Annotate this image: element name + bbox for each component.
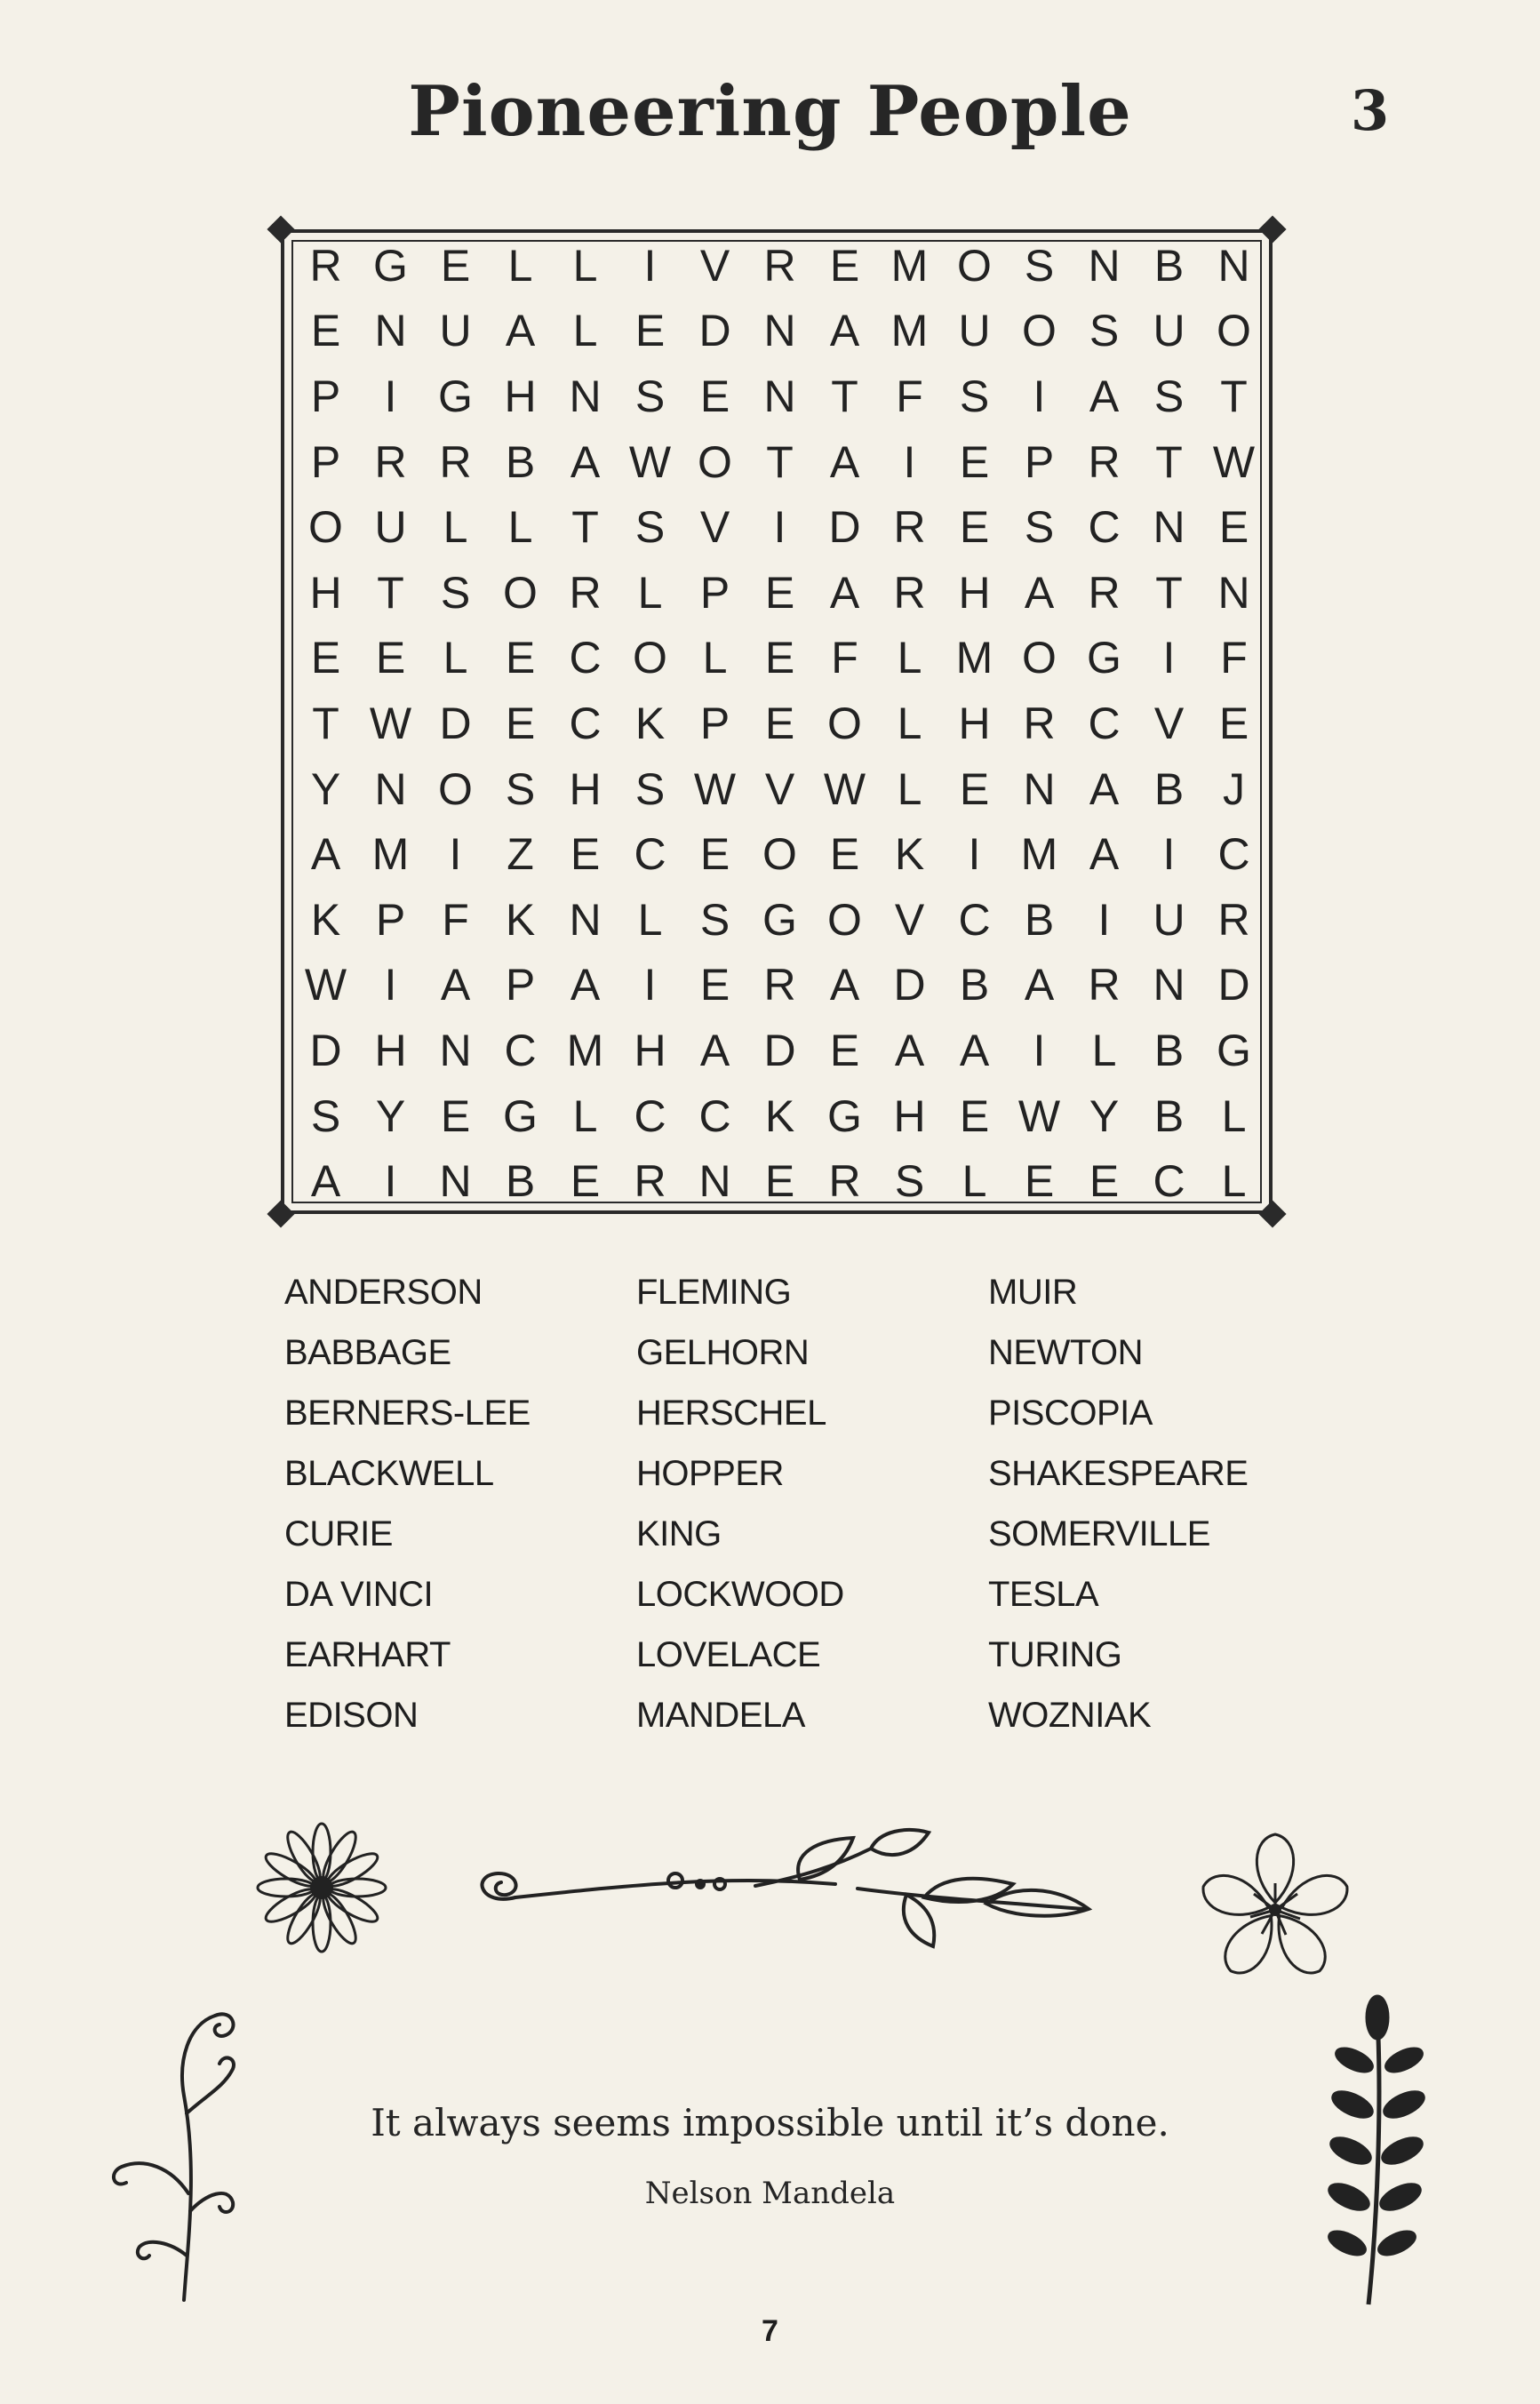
- grid-letter[interactable]: I: [1033, 1025, 1046, 1075]
- grid-letter[interactable]: E: [570, 829, 601, 880]
- grid-letter[interactable]: L: [507, 240, 533, 291]
- grid-letter[interactable]: A: [1089, 371, 1120, 421]
- grid-letter[interactable]: Y: [310, 763, 341, 814]
- grid-letter[interactable]: W: [304, 960, 347, 1010]
- grid-letter[interactable]: V: [699, 240, 730, 291]
- grid-letter[interactable]: J: [1223, 763, 1245, 814]
- grid-letter[interactable]: F: [831, 633, 858, 683]
- grid-letter[interactable]: H: [504, 371, 537, 421]
- word-list-item: TESLA: [988, 1575, 1099, 1614]
- grid-letter[interactable]: S: [440, 567, 471, 618]
- grid-letter[interactable]: S: [699, 894, 730, 945]
- grid-letter[interactable]: I: [1033, 371, 1046, 421]
- grid-letter[interactable]: O: [438, 763, 473, 814]
- grid-letter[interactable]: L: [1221, 1156, 1247, 1207]
- grid-letter[interactable]: S: [959, 371, 990, 421]
- grid-letter[interactable]: V: [764, 763, 795, 814]
- grid-letter[interactable]: M: [1020, 829, 1058, 880]
- grid-letter[interactable]: R: [309, 240, 342, 291]
- word-list-item: CURIE: [284, 1514, 393, 1553]
- grid-letter[interactable]: N: [374, 763, 407, 814]
- grid-letter[interactable]: R: [763, 240, 796, 291]
- vine-flourish-icon: [462, 1822, 1093, 1955]
- grid-letter[interactable]: M: [890, 306, 929, 356]
- grid-letter[interactable]: C: [1153, 1156, 1185, 1207]
- grid-letter[interactable]: U: [374, 502, 407, 553]
- grid-letter[interactable]: T: [1220, 371, 1248, 421]
- grid-letter[interactable]: E: [440, 1090, 471, 1141]
- word-list-item: EARHART: [284, 1635, 451, 1674]
- grid-letter[interactable]: A: [829, 567, 860, 618]
- word-list-item: NEWTON: [988, 1333, 1144, 1372]
- grid-letter[interactable]: O: [308, 502, 343, 553]
- grid-letter[interactable]: I: [1162, 633, 1176, 683]
- grid-letter[interactable]: R: [374, 436, 407, 487]
- grid-letter[interactable]: N: [569, 894, 602, 945]
- grid-letter[interactable]: S: [894, 1156, 925, 1207]
- grid-letter[interactable]: N: [569, 371, 602, 421]
- grid-letter[interactable]: L: [572, 240, 598, 291]
- grid-letter[interactable]: M: [890, 240, 929, 291]
- grid-letter[interactable]: C: [1088, 502, 1121, 553]
- word-list-item: EDISON: [284, 1696, 419, 1735]
- grid-letter[interactable]: L: [897, 633, 922, 683]
- page-number: 7: [762, 2314, 778, 2348]
- grid-letter[interactable]: L: [572, 306, 598, 356]
- grid-letter[interactable]: A: [829, 306, 860, 356]
- grid-letter[interactable]: L: [702, 633, 728, 683]
- puzzle-number: 3: [1351, 78, 1390, 143]
- grid-letter[interactable]: A: [310, 829, 341, 880]
- grid-letter[interactable]: P: [1024, 436, 1055, 487]
- grid-letter[interactable]: G: [438, 371, 473, 421]
- grid-letter[interactable]: N: [1153, 502, 1185, 553]
- word-list-item: PISCOPIA: [988, 1394, 1153, 1433]
- grid-letter[interactable]: L: [1221, 1090, 1247, 1141]
- grid-letter[interactable]: G: [827, 1090, 862, 1141]
- grid-letter[interactable]: A: [1089, 763, 1120, 814]
- word-list-item: SHAKESPEARE: [988, 1454, 1249, 1493]
- grid-letter[interactable]: M: [955, 633, 993, 683]
- grid-letter[interactable]: H: [634, 1025, 666, 1075]
- grid-letter[interactable]: R: [763, 960, 796, 1010]
- grid-letter[interactable]: E: [699, 960, 730, 1010]
- grid-letter[interactable]: L: [507, 502, 533, 553]
- grid-letter[interactable]: R: [569, 567, 602, 618]
- word-list: [284, 1262, 1340, 1745]
- grid-letter[interactable]: P: [375, 894, 406, 945]
- grid-letter[interactable]: A: [959, 1025, 990, 1075]
- grid-letter[interactable]: O: [698, 436, 732, 487]
- grid-letter[interactable]: A: [570, 960, 601, 1010]
- grid-letter[interactable]: E: [634, 306, 666, 356]
- grid-letter[interactable]: M: [371, 829, 410, 880]
- grid-letter[interactable]: E: [699, 371, 730, 421]
- grid-letter[interactable]: N: [1217, 240, 1250, 291]
- grid-letter[interactable]: S: [634, 502, 666, 553]
- grid-letter[interactable]: A: [1089, 829, 1120, 880]
- grid-letter[interactable]: V: [699, 502, 730, 553]
- grid-letter[interactable]: A: [440, 960, 471, 1010]
- grid-letter[interactable]: E: [829, 829, 860, 880]
- grid-letter[interactable]: C: [569, 633, 602, 683]
- grid-letter[interactable]: D: [1217, 960, 1250, 1010]
- grid-letter[interactable]: T: [1155, 436, 1183, 487]
- grid-letter[interactable]: I: [968, 829, 981, 880]
- grid-letter[interactable]: G: [373, 240, 408, 291]
- grid-letter[interactable]: F: [442, 894, 469, 945]
- grid-letter[interactable]: O: [1217, 306, 1251, 356]
- grid-letter[interactable]: E: [1218, 502, 1249, 553]
- grid-letter[interactable]: Y: [1089, 1090, 1120, 1141]
- grid-letter[interactable]: R: [439, 436, 472, 487]
- grid-letter[interactable]: V: [894, 894, 925, 945]
- grid-letter[interactable]: Y: [375, 1090, 406, 1141]
- grid-letter[interactable]: T: [312, 698, 339, 748]
- grid-letter[interactable]: E: [505, 698, 536, 748]
- grid-letter[interactable]: S: [1089, 306, 1120, 356]
- grid-letter[interactable]: S: [310, 1090, 341, 1141]
- grid-letter[interactable]: B: [505, 436, 536, 487]
- word-list-item: FLEMING: [636, 1273, 792, 1312]
- grid-letter[interactable]: C: [698, 1090, 731, 1141]
- grid-letter[interactable]: I: [449, 829, 462, 880]
- grid-letter[interactable]: S: [634, 371, 666, 421]
- grid-letter[interactable]: O: [827, 698, 862, 748]
- grid-letter[interactable]: L: [637, 567, 663, 618]
- grid-letter[interactable]: H: [374, 1025, 407, 1075]
- grid-letter[interactable]: H: [309, 567, 342, 618]
- word-list-item: WOZNIAK: [988, 1696, 1152, 1735]
- word-list-item: MUIR: [988, 1273, 1078, 1312]
- grid-letter[interactable]: C: [504, 1025, 537, 1075]
- grid-letter[interactable]: B: [959, 960, 990, 1010]
- grid-letter[interactable]: E: [829, 1025, 860, 1075]
- grid-letter[interactable]: W: [1017, 1090, 1061, 1141]
- grid-letter[interactable]: L: [443, 502, 468, 553]
- grid-letter[interactable]: B: [1153, 763, 1185, 814]
- grid-letter[interactable]: C: [958, 894, 991, 945]
- word-list-item: TURING: [988, 1635, 1122, 1674]
- grid-letter[interactable]: B: [505, 1156, 536, 1207]
- word-list-item: SOMERVILLE: [988, 1514, 1210, 1553]
- word-list-item: ANDERSON: [284, 1273, 483, 1312]
- quote-author: Nelson Mandela: [644, 2176, 896, 2211]
- grid-letter[interactable]: N: [439, 1156, 472, 1207]
- grid-letter[interactable]: R: [1088, 960, 1121, 1010]
- grid-letter[interactable]: L: [1091, 1025, 1117, 1075]
- grid-letter[interactable]: D: [893, 960, 926, 1010]
- grid-letter[interactable]: O: [827, 894, 862, 945]
- grid-letter[interactable]: L: [572, 1090, 598, 1141]
- curly-sprig-icon: [100, 1989, 251, 2309]
- grid-letter[interactable]: O: [633, 633, 667, 683]
- grid-letter[interactable]: H: [893, 1090, 926, 1141]
- grid-letter[interactable]: C: [634, 829, 666, 880]
- grid-letter[interactable]: T: [1155, 567, 1183, 618]
- grid-letter[interactable]: N: [763, 306, 796, 356]
- word-list-item: MANDELA: [636, 1696, 805, 1735]
- grid-letter[interactable]: I: [384, 371, 397, 421]
- grid-letter[interactable]: R: [1088, 567, 1121, 618]
- grid-letter[interactable]: K: [505, 894, 536, 945]
- grid-letter[interactable]: N: [439, 1025, 472, 1075]
- grid-letter[interactable]: N: [763, 371, 796, 421]
- grid-letter[interactable]: T: [831, 371, 858, 421]
- grid-letter[interactable]: D: [439, 698, 472, 748]
- grid-letter[interactable]: U: [958, 306, 991, 356]
- grid-letter[interactable]: W: [369, 698, 412, 748]
- grid-letter[interactable]: C: [1088, 698, 1121, 748]
- grid-letter[interactable]: P: [310, 436, 341, 487]
- grid-letter[interactable]: B: [1024, 894, 1055, 945]
- grid-letter[interactable]: L: [443, 633, 468, 683]
- grid-letter[interactable]: F: [1220, 633, 1248, 683]
- grid-letter[interactable]: I: [643, 960, 657, 1010]
- grid-letter[interactable]: N: [1088, 240, 1121, 291]
- grid-letter[interactable]: A: [1024, 960, 1055, 1010]
- grid-letter[interactable]: E: [375, 633, 406, 683]
- grid-letter[interactable]: B: [1153, 1090, 1185, 1141]
- grid-letter[interactable]: P: [310, 371, 341, 421]
- grid-letter[interactable]: T: [766, 436, 794, 487]
- grid-letter[interactable]: E: [764, 633, 795, 683]
- grid-letter[interactable]: P: [699, 567, 730, 618]
- word-list-item: BERNERS-LEE: [284, 1394, 531, 1433]
- daisy-icon: [251, 1817, 393, 1959]
- word-list-item: HOPPER: [636, 1454, 784, 1493]
- grid-letter[interactable]: A: [570, 436, 601, 487]
- grid-letter[interactable]: H: [958, 698, 991, 748]
- word-list-item: KING: [636, 1514, 722, 1553]
- grid-letter[interactable]: R: [893, 502, 926, 553]
- grid-letter[interactable]: C: [1217, 829, 1250, 880]
- grid-letter[interactable]: A: [310, 1156, 341, 1207]
- grid-letter[interactable]: D: [309, 1025, 342, 1075]
- grid-letter[interactable]: P: [699, 698, 730, 748]
- grid-letter[interactable]: G: [762, 894, 797, 945]
- grid-letter[interactable]: E: [764, 567, 795, 618]
- grid-letter[interactable]: O: [1022, 633, 1057, 683]
- grid-letter[interactable]: S: [1024, 240, 1055, 291]
- leaf-branch-icon: [1315, 1998, 1422, 2318]
- grid-letter[interactable]: E: [310, 306, 341, 356]
- grid-letter[interactable]: I: [643, 240, 657, 291]
- grid-letter[interactable]: W: [628, 436, 672, 487]
- grid-letter[interactable]: N: [374, 306, 407, 356]
- grid-letter[interactable]: R: [1217, 894, 1250, 945]
- grid-letter[interactable]: D: [763, 1025, 796, 1075]
- grid-letter[interactable]: N: [1217, 567, 1250, 618]
- grid-letter[interactable]: I: [384, 1156, 397, 1207]
- grid-letter[interactable]: R: [893, 567, 926, 618]
- grid-letter[interactable]: A: [1024, 567, 1055, 618]
- grid-letter[interactable]: I: [773, 502, 786, 553]
- grid-letter[interactable]: E: [440, 240, 471, 291]
- grid-letter[interactable]: E: [505, 633, 536, 683]
- grid-letter[interactable]: H: [958, 567, 991, 618]
- blossom-icon: [1191, 1825, 1360, 1994]
- grid-letter[interactable]: E: [1024, 1156, 1055, 1207]
- word-list-item: GELHORN: [636, 1333, 810, 1372]
- grid-letter[interactable]: L: [897, 698, 922, 748]
- grid-letter[interactable]: K: [310, 894, 341, 945]
- grid-letter[interactable]: I: [903, 436, 916, 487]
- grid-letter[interactable]: A: [829, 436, 860, 487]
- grid-letter[interactable]: G: [503, 1090, 538, 1141]
- grid-letter[interactable]: U: [1153, 306, 1185, 356]
- grid-letter[interactable]: G: [1087, 633, 1121, 683]
- word-list-item: LOCKWOOD: [636, 1575, 844, 1614]
- grid-letter[interactable]: I: [1097, 894, 1111, 945]
- grid-letter[interactable]: E: [829, 240, 860, 291]
- grid-letter[interactable]: N: [698, 1156, 731, 1207]
- grid-letter[interactable]: A: [699, 1025, 730, 1075]
- grid-letter[interactable]: W: [823, 763, 866, 814]
- grid-letter[interactable]: E: [310, 633, 341, 683]
- grid-letter[interactable]: C: [569, 698, 602, 748]
- grid-letter[interactable]: T: [571, 502, 599, 553]
- grid-letter[interactable]: S: [505, 763, 536, 814]
- grid-letter[interactable]: K: [634, 698, 666, 748]
- grid-letter[interactable]: D: [828, 502, 861, 553]
- grid-letter[interactable]: E: [764, 698, 795, 748]
- grid-letter[interactable]: O: [957, 240, 992, 291]
- grid-letter[interactable]: G: [1217, 1025, 1251, 1075]
- grid-letter[interactable]: E: [699, 829, 730, 880]
- grid-letter[interactable]: C: [634, 1090, 666, 1141]
- grid-letter[interactable]: I: [384, 960, 397, 1010]
- grid-letter[interactable]: L: [962, 1156, 987, 1207]
- grid-letter[interactable]: S: [634, 763, 666, 814]
- quote-text: It always seems impossible until it’s done.: [371, 2101, 1169, 2144]
- grid-letter[interactable]: A: [505, 306, 536, 356]
- grid-letter[interactable]: B: [1153, 240, 1185, 291]
- grid-letter[interactable]: E: [959, 1090, 990, 1141]
- grid-letter[interactable]: V: [1153, 698, 1185, 748]
- grid-letter[interactable]: R: [1023, 698, 1056, 748]
- grid-letter[interactable]: R: [1088, 436, 1121, 487]
- grid-letter[interactable]: E: [1089, 1156, 1120, 1207]
- grid-letter[interactable]: E: [959, 763, 990, 814]
- grid-letter[interactable]: E: [1218, 698, 1249, 748]
- grid-letter[interactable]: W: [693, 763, 737, 814]
- grid-letter[interactable]: N: [1153, 960, 1185, 1010]
- grid-letter[interactable]: F: [896, 371, 923, 421]
- letter-grid[interactable]: [293, 233, 1266, 1214]
- word-list-item: BLACKWELL: [284, 1454, 494, 1493]
- grid-letter[interactable]: E: [959, 502, 990, 553]
- grid-letter[interactable]: K: [894, 829, 925, 880]
- grid-letter[interactable]: O: [762, 829, 797, 880]
- grid-letter[interactable]: L: [637, 894, 663, 945]
- grid-letter[interactable]: K: [764, 1090, 795, 1141]
- grid-letter[interactable]: H: [569, 763, 602, 814]
- grid-letter[interactable]: O: [503, 567, 538, 618]
- grid-letter[interactable]: A: [894, 1025, 925, 1075]
- grid-letter[interactable]: R: [828, 1156, 861, 1207]
- grid-letter[interactable]: B: [1153, 1025, 1185, 1075]
- grid-letter[interactable]: I: [1162, 829, 1176, 880]
- grid-letter[interactable]: U: [439, 306, 472, 356]
- grid-letter[interactable]: N: [1023, 763, 1056, 814]
- word-list-item: HERSCHEL: [636, 1394, 826, 1433]
- grid-letter[interactable]: A: [829, 960, 860, 1010]
- grid-letter[interactable]: W: [1212, 436, 1256, 487]
- grid-letter[interactable]: Z: [507, 829, 534, 880]
- word-list-item: LOVELACE: [636, 1635, 821, 1674]
- grid-letter[interactable]: L: [897, 763, 922, 814]
- word-list-item: BABBAGE: [284, 1333, 451, 1372]
- page-title: Pioneering People: [408, 71, 1132, 152]
- grid-letter[interactable]: P: [505, 960, 536, 1010]
- word-list-item: DA VINCI: [284, 1575, 434, 1614]
- grid-letter[interactable]: M: [566, 1025, 604, 1075]
- grid-letter[interactable]: S: [1024, 502, 1055, 553]
- grid-letter[interactable]: U: [1153, 894, 1185, 945]
- grid-letter[interactable]: O: [1022, 306, 1057, 356]
- grid-letter[interactable]: E: [764, 1156, 795, 1207]
- grid-letter[interactable]: E: [959, 436, 990, 487]
- grid-letter[interactable]: T: [377, 567, 404, 618]
- grid-letter[interactable]: D: [698, 306, 731, 356]
- grid-letter[interactable]: E: [570, 1156, 601, 1207]
- grid-letter[interactable]: S: [1153, 371, 1185, 421]
- grid-letter[interactable]: R: [634, 1156, 666, 1207]
